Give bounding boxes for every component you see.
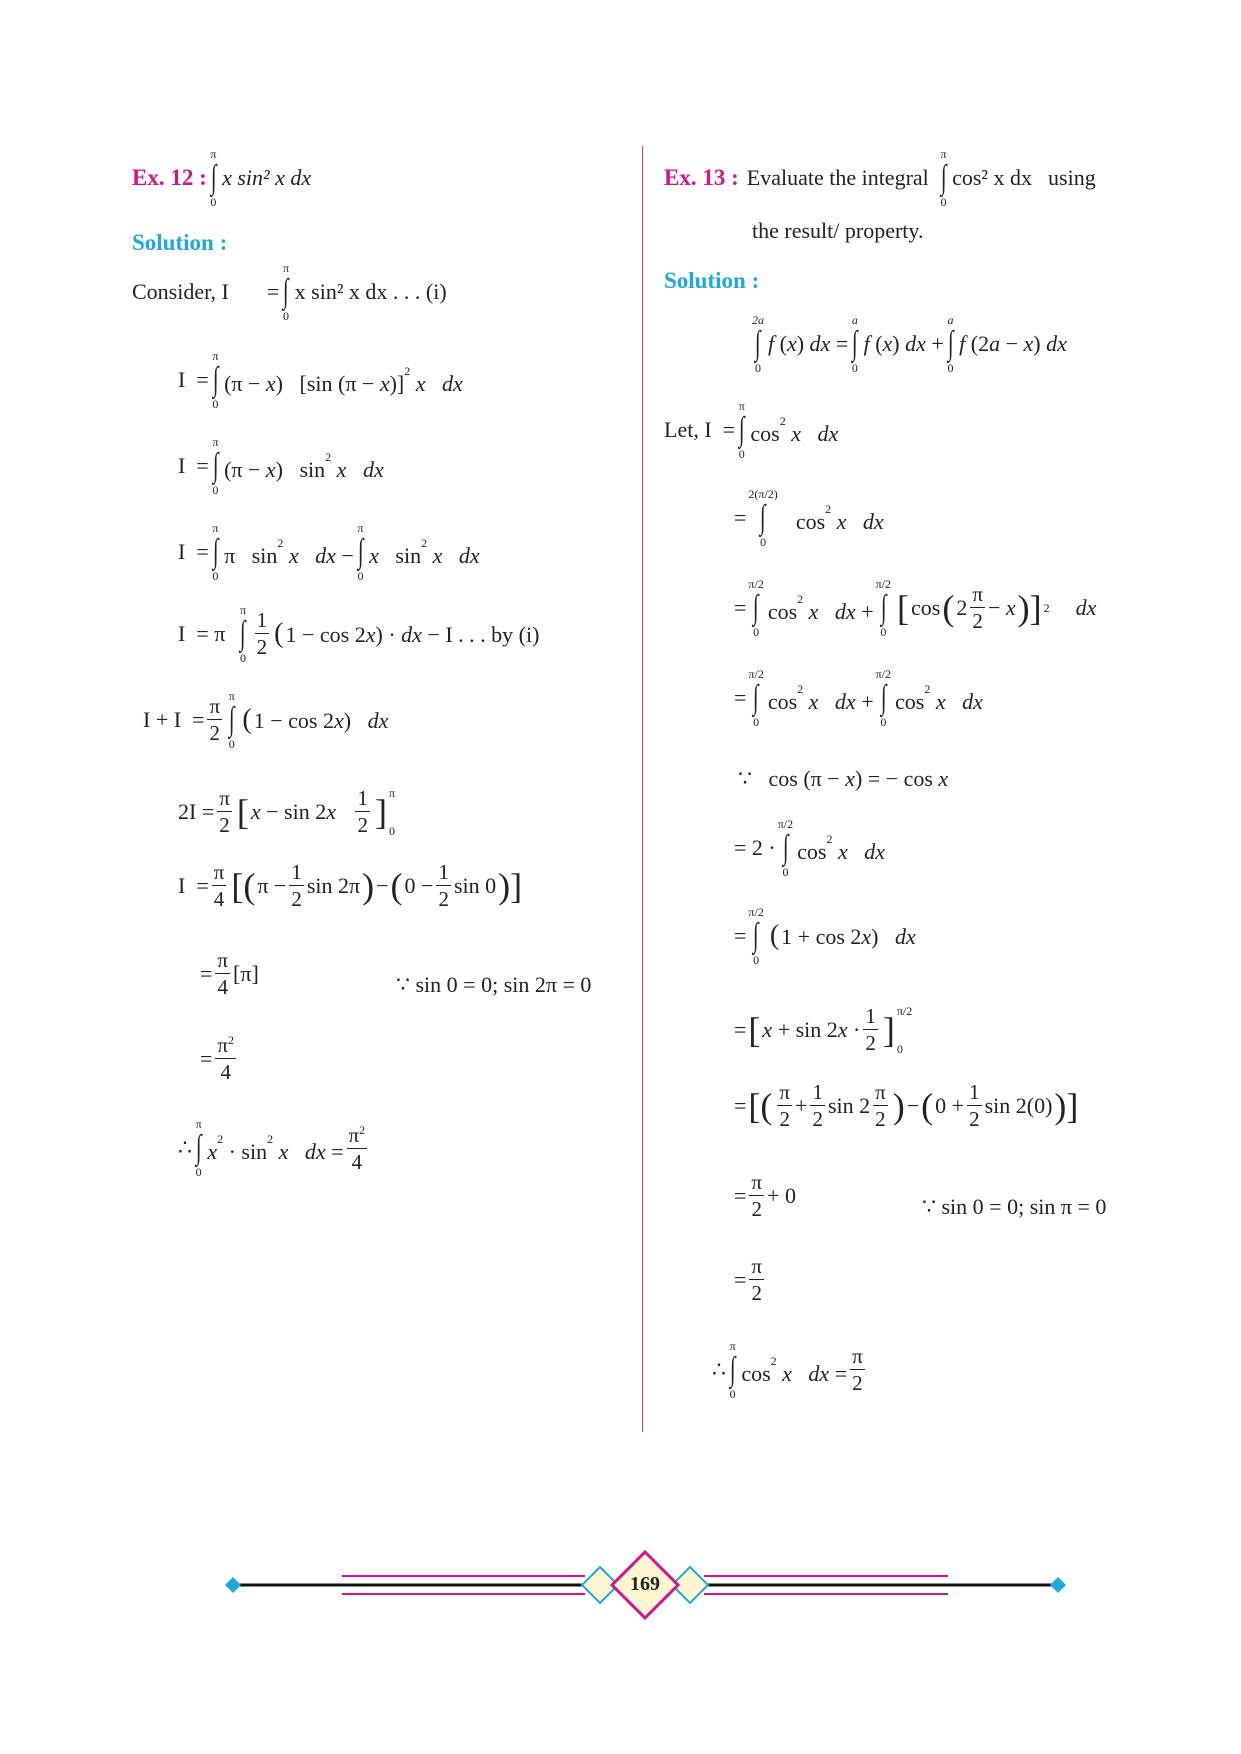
ex13-label: Ex. 13 : [664,165,739,190]
page-number: 169 [630,1573,660,1595]
left-solution-heading: Solution : [132,230,228,255]
right-step-9: = $\frac{\pi}{2}$ [734,1254,763,1305]
ex13-text-2: using [1048,165,1096,190]
right-step-2: = π/2 ∫ 0 $\cos^2 x$ dx + π/2 ∫ 0 [ cos ( 2 $\frac{\pi}{2}$ − x )] 2 dx [734,577,1097,639]
right-step-1: = 2(π/2) ∫ 0 $\cos^2 x$ dx [734,487,884,549]
right-step-3: = π/2 ∫ 0 $\cos^2 x$ dx + π/2 ∫ 0 $\cos^2 x$ dx [734,667,983,729]
right-step-8: = $\frac{\pi}{2}$ + 0 [734,1170,796,1221]
left-step-4: I = π π ∫ 0 $\frac{1}{2}$ (1 − cos 2x) · dx − I . . . by (i) [178,603,540,665]
right-property: 2a ∫ 0 f (x) dx = a ∫ 0 f (x) dx + a ∫ 0 f (2a − x) dx [752,313,1067,375]
ex13-expression: cos² x dx [952,165,1033,190]
right-solution-heading: Solution : [664,268,760,293]
left-note: ∵ sin 0 = 0; sin 2π = 0 [396,972,592,997]
right-step-6: = [ x + sin 2x · $\frac{1}{2}$ ] π/2 0 [734,1004,913,1056]
ex12-expression: x sin² x dx [222,165,312,190]
left-conclusion: ∴ π ∫ 0 $x^2 \cdot \sin^2 x$ dx = $\frac{\pi^2}{4}$ [178,1117,366,1179]
ex12-heading: Ex. 12 : π ∫ 0 x sin² x dx [132,147,312,209]
column-divider [642,146,643,1432]
consider-label: Consider, I [132,279,229,304]
ex13-text-3: the result/ property. [752,218,924,243]
ex13-heading: Ex. 13 : Evaluate the integral π ∫ 0 cos² x dx using [664,147,1096,209]
consider-expression: x sin² x dx . . . (i) [294,279,447,304]
right-conclusion: ∴ π ∫ 0 $\cos^2 x$ dx = $\frac{\pi}{2}$ [712,1339,863,1401]
ex12-label: Ex. 12 : [132,165,207,190]
left-step-2: I = π ∫ 0 (π − x) $\sin^2 x$ dx [178,435,384,497]
left-end-diamond [225,1577,241,1593]
left-step-1: I = π ∫ 0 (π − x) [sin (π − x)]$^2$ x dx [178,349,463,411]
right-step-5: = π/2 ∫ 0 (1 + cos 2x) dx [734,905,916,967]
right-step-7: = [( $\frac{\pi}{2}$ + $\frac{1}{2}$ sin 2 $\frac{\pi}{2}$ ) − ( 0 + $\frac{1}{2}$ sin 2(0) )] [734,1080,1079,1131]
ex13-text-1: Evaluate the integral [746,165,929,190]
left-step-3: I = π ∫ 0 π $\sin^2 x$ dx − π ∫ 0 x $\sin^2 x$ dx [178,521,480,583]
right-because-line: ∵ cos (π − x) = − cos x [738,766,949,791]
left-step-6: 2I = $\frac{\pi}{2}$ [ x − sin 2x $\frac{1}{2}$ ] π 0 [178,786,396,838]
left-consider-line: Consider, I = π ∫ 0 x sin² x dx . . . (i) [132,261,447,323]
right-step-4: = 2 · π/2 ∫ 0 $\cos^2 x$ dx [734,817,885,879]
left-step-9: = $\frac{\pi^2}{4}$ [200,1033,235,1084]
right-end-diamond [1050,1577,1066,1593]
left-step-7: I = $\frac{\pi}{4}$ [( π − $\frac{1}{2}$ sin 2π ) − ( 0 − $\frac{1}{2}$ sin 0 )] [178,860,523,911]
right-let: Let, I = π ∫ 0 $\cos^2 x$ dx [664,399,839,461]
left-step-8: = $\frac{\pi}{4}$ [π] [200,948,259,999]
right-note: ∵ sin 0 = 0; sin π = 0 [922,1194,1107,1219]
left-step-5: I + I = $\frac{\pi}{2}$ π ∫ 0 (1 − cos 2x) dx [143,689,389,751]
